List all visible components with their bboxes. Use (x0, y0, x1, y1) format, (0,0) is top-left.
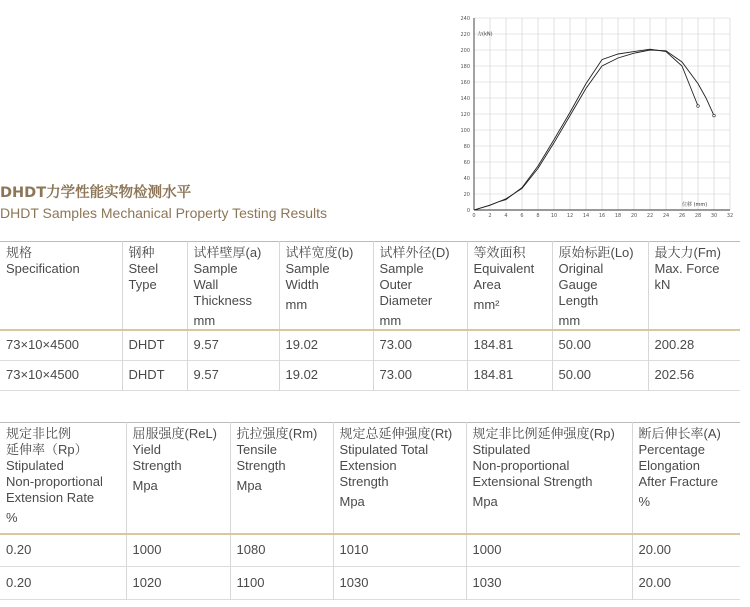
header-line: Mpa (132, 478, 158, 493)
y-tick-label: 120 (460, 111, 470, 118)
title-english: DHDT Samples Mechanical Property Testing Results (0, 205, 328, 221)
x-tick-label: 6 (520, 213, 524, 219)
x-tick-label: 16 (598, 213, 606, 219)
header-line: Max. Force (654, 261, 720, 276)
header-line: Equivalent (473, 261, 535, 276)
y-tick-label: 100 (460, 127, 470, 134)
header-line: mm (558, 313, 581, 328)
header-line: kN (654, 277, 671, 292)
header-line: Mpa (236, 478, 262, 493)
table2-header-cell (632, 423, 740, 534)
table2-header-cell (0, 423, 126, 534)
header-line: After Fracture (638, 474, 718, 489)
header-line: Outer (379, 277, 413, 292)
x-tick-label: 12 (566, 213, 574, 219)
y-tick-label: 180 (460, 63, 470, 70)
header-line: Extension (339, 458, 397, 473)
y-tick-label: 60 (463, 159, 470, 166)
header-line: Diameter (379, 293, 433, 308)
header-line: Non-proportional (472, 458, 570, 473)
x-tick-label: 32 (726, 213, 734, 219)
table1-header-row (0, 242, 740, 331)
header-line: 钢种 (128, 245, 155, 260)
table2-header-cell (333, 423, 466, 534)
table2-cell: 0.20 (6, 542, 32, 558)
header-line: 延伸率（Rp） (6, 442, 88, 457)
table1-cell: 73.00 (373, 360, 467, 390)
header-line: % (638, 494, 651, 509)
header-line: mm (193, 313, 216, 328)
header-line: Stipulated (472, 442, 531, 457)
table1-header-cell (122, 242, 187, 331)
header-line: 等效面积 (473, 245, 526, 260)
header-line: Tensile (236, 442, 277, 457)
header-line: Percentage (638, 442, 705, 457)
table2-cell: 1030 (333, 567, 466, 600)
table2-cell: 1080 (230, 534, 333, 567)
title-chinese: DHDT力学性能实物检测水平 (0, 185, 192, 201)
table1-header-cell (552, 242, 648, 331)
y-tick-label: 80 (463, 143, 470, 150)
table2-cell: 20.00 (632, 567, 740, 600)
table1-header-cell (279, 242, 373, 331)
table2-header-cell (126, 423, 230, 534)
strength-table (0, 422, 740, 600)
header-line: Stipulated Total (339, 442, 429, 457)
x-tick-label: 24 (662, 213, 670, 219)
table2-cell: 0.20 (6, 575, 32, 590)
x-tick-label: 8 (536, 213, 540, 219)
table1-header-cell (0, 242, 122, 331)
header-line: 原始标距(Lo) (558, 245, 634, 260)
table1-header-cell (187, 242, 279, 331)
table1-header-cell (373, 242, 467, 331)
x-tick-label: 22 (646, 213, 654, 219)
series-end-point (697, 105, 700, 108)
y-tick-label: 40 (463, 175, 470, 182)
header-line: Width (285, 277, 319, 292)
header-line: Strength (132, 458, 182, 473)
header-line: 规定非比例 (6, 426, 72, 441)
header-line: mm² (473, 297, 500, 312)
table2-cell: 20.00 (632, 534, 740, 567)
table2-cell: 1000 (126, 534, 230, 567)
header-line: 试样壁厚(a) (193, 245, 262, 260)
y-axis-label: 力(kN) (477, 31, 493, 38)
header-line: 规格 (6, 245, 33, 260)
header-line: Steel (128, 261, 159, 276)
table1-cell: DHDT (122, 330, 187, 360)
table2-cell: 1020 (126, 567, 230, 600)
x-tick-label: 18 (614, 213, 622, 219)
header-line: % (6, 510, 18, 525)
table1-header-cell (648, 242, 740, 331)
table2-row (0, 534, 740, 567)
header-line: Mpa (339, 494, 365, 509)
x-tick-label: 4 (504, 213, 508, 219)
header-line: 规定总延伸强度(Rt) (339, 426, 453, 441)
table1-row (0, 330, 740, 360)
x-axis-label: 位移 (mm) (682, 202, 708, 208)
table1-header-cell (467, 242, 552, 331)
header-line: Strength (236, 458, 286, 473)
header-line: Gauge (558, 277, 598, 292)
table1-cell: 73×10×4500 (6, 337, 80, 353)
table1-cell: 50.00 (552, 360, 648, 390)
header-line: Sample (285, 261, 330, 276)
header-line: Yield (132, 442, 161, 457)
header-line: Extensional Strength (472, 474, 593, 489)
table2-header-cell (230, 423, 333, 534)
header-line: Strength (339, 474, 389, 489)
x-tick-label: 30 (710, 213, 718, 219)
table2-header-cell (466, 423, 632, 534)
table1-cell: 184.81 (467, 330, 552, 360)
x-tick-label: 2 (488, 213, 492, 219)
table1-cell: 73.00 (373, 330, 467, 360)
header-line: 断后伸长率(A) (638, 426, 721, 441)
header-line: mm (285, 297, 308, 312)
specimen-table (0, 241, 740, 391)
header-line: Mpa (472, 494, 498, 509)
y-tick-label: 220 (460, 31, 470, 38)
header-line: Original (558, 261, 604, 276)
x-tick-label: 10 (550, 213, 558, 219)
table1-cell: 50.00 (552, 330, 648, 360)
x-tick-label: 26 (678, 213, 686, 219)
y-tick-label: 0 (466, 207, 470, 214)
table1-cell: 9.57 (187, 330, 279, 360)
header-line: Thickness (193, 293, 253, 308)
header-line: Wall (193, 277, 219, 292)
series-end-point (713, 114, 716, 117)
y-tick-label: 200 (460, 47, 470, 54)
x-tick-label: 0 (472, 213, 476, 219)
force-displacement-chart (440, 10, 740, 225)
table1-cell: 73×10×4500 (6, 367, 80, 382)
header-line: Non-proportional (6, 474, 103, 489)
y-tick-label: 140 (460, 95, 470, 102)
table1-cell: 200.28 (648, 330, 740, 360)
x-tick-label: 20 (630, 213, 638, 219)
table2-cell: 1030 (466, 567, 632, 600)
y-tick-label: 20 (463, 191, 470, 198)
header-line: Elongation (638, 458, 700, 473)
header-line: Stipulated (6, 458, 64, 473)
header-line: Length (558, 293, 599, 308)
table1-cell: 184.81 (467, 360, 552, 390)
header-line: 抗拉强度(Rm) (236, 426, 318, 441)
x-tick-label: 28 (694, 213, 702, 219)
table1-cell: 19.02 (279, 360, 373, 390)
y-tick-label: 160 (460, 79, 470, 86)
header-line: 规定非比例延伸强度(Rp) (472, 426, 615, 441)
table2-cell: 1010 (333, 534, 466, 567)
header-line: 屈服强度(ReL) (132, 426, 218, 441)
header-line: 最大力(Fm) (654, 245, 721, 260)
header-line: Specification (6, 261, 80, 276)
header-line: 试样宽度(b) (285, 245, 354, 260)
table1-cell: 19.02 (279, 330, 373, 360)
header-line: Sample (193, 261, 238, 276)
table2-header-row (0, 423, 740, 534)
x-tick-label: 14 (582, 213, 590, 219)
header-line: Type (128, 277, 157, 292)
y-tick-label: 240 (460, 15, 470, 22)
table1-cell: 9.57 (187, 360, 279, 390)
header-line: mm (379, 313, 402, 328)
header-line: Extension Rate (6, 490, 95, 505)
table2-cell: 1000 (466, 534, 632, 567)
table1-cell: 202.56 (648, 360, 740, 390)
table2-cell: 1100 (230, 567, 333, 600)
header-line: Area (473, 277, 501, 292)
table1-cell: DHDT (122, 360, 187, 390)
header-line: 试样外径(D) (379, 245, 450, 260)
header-line: Sample (379, 261, 424, 276)
table2-row (0, 567, 740, 600)
table1-row (0, 360, 740, 390)
